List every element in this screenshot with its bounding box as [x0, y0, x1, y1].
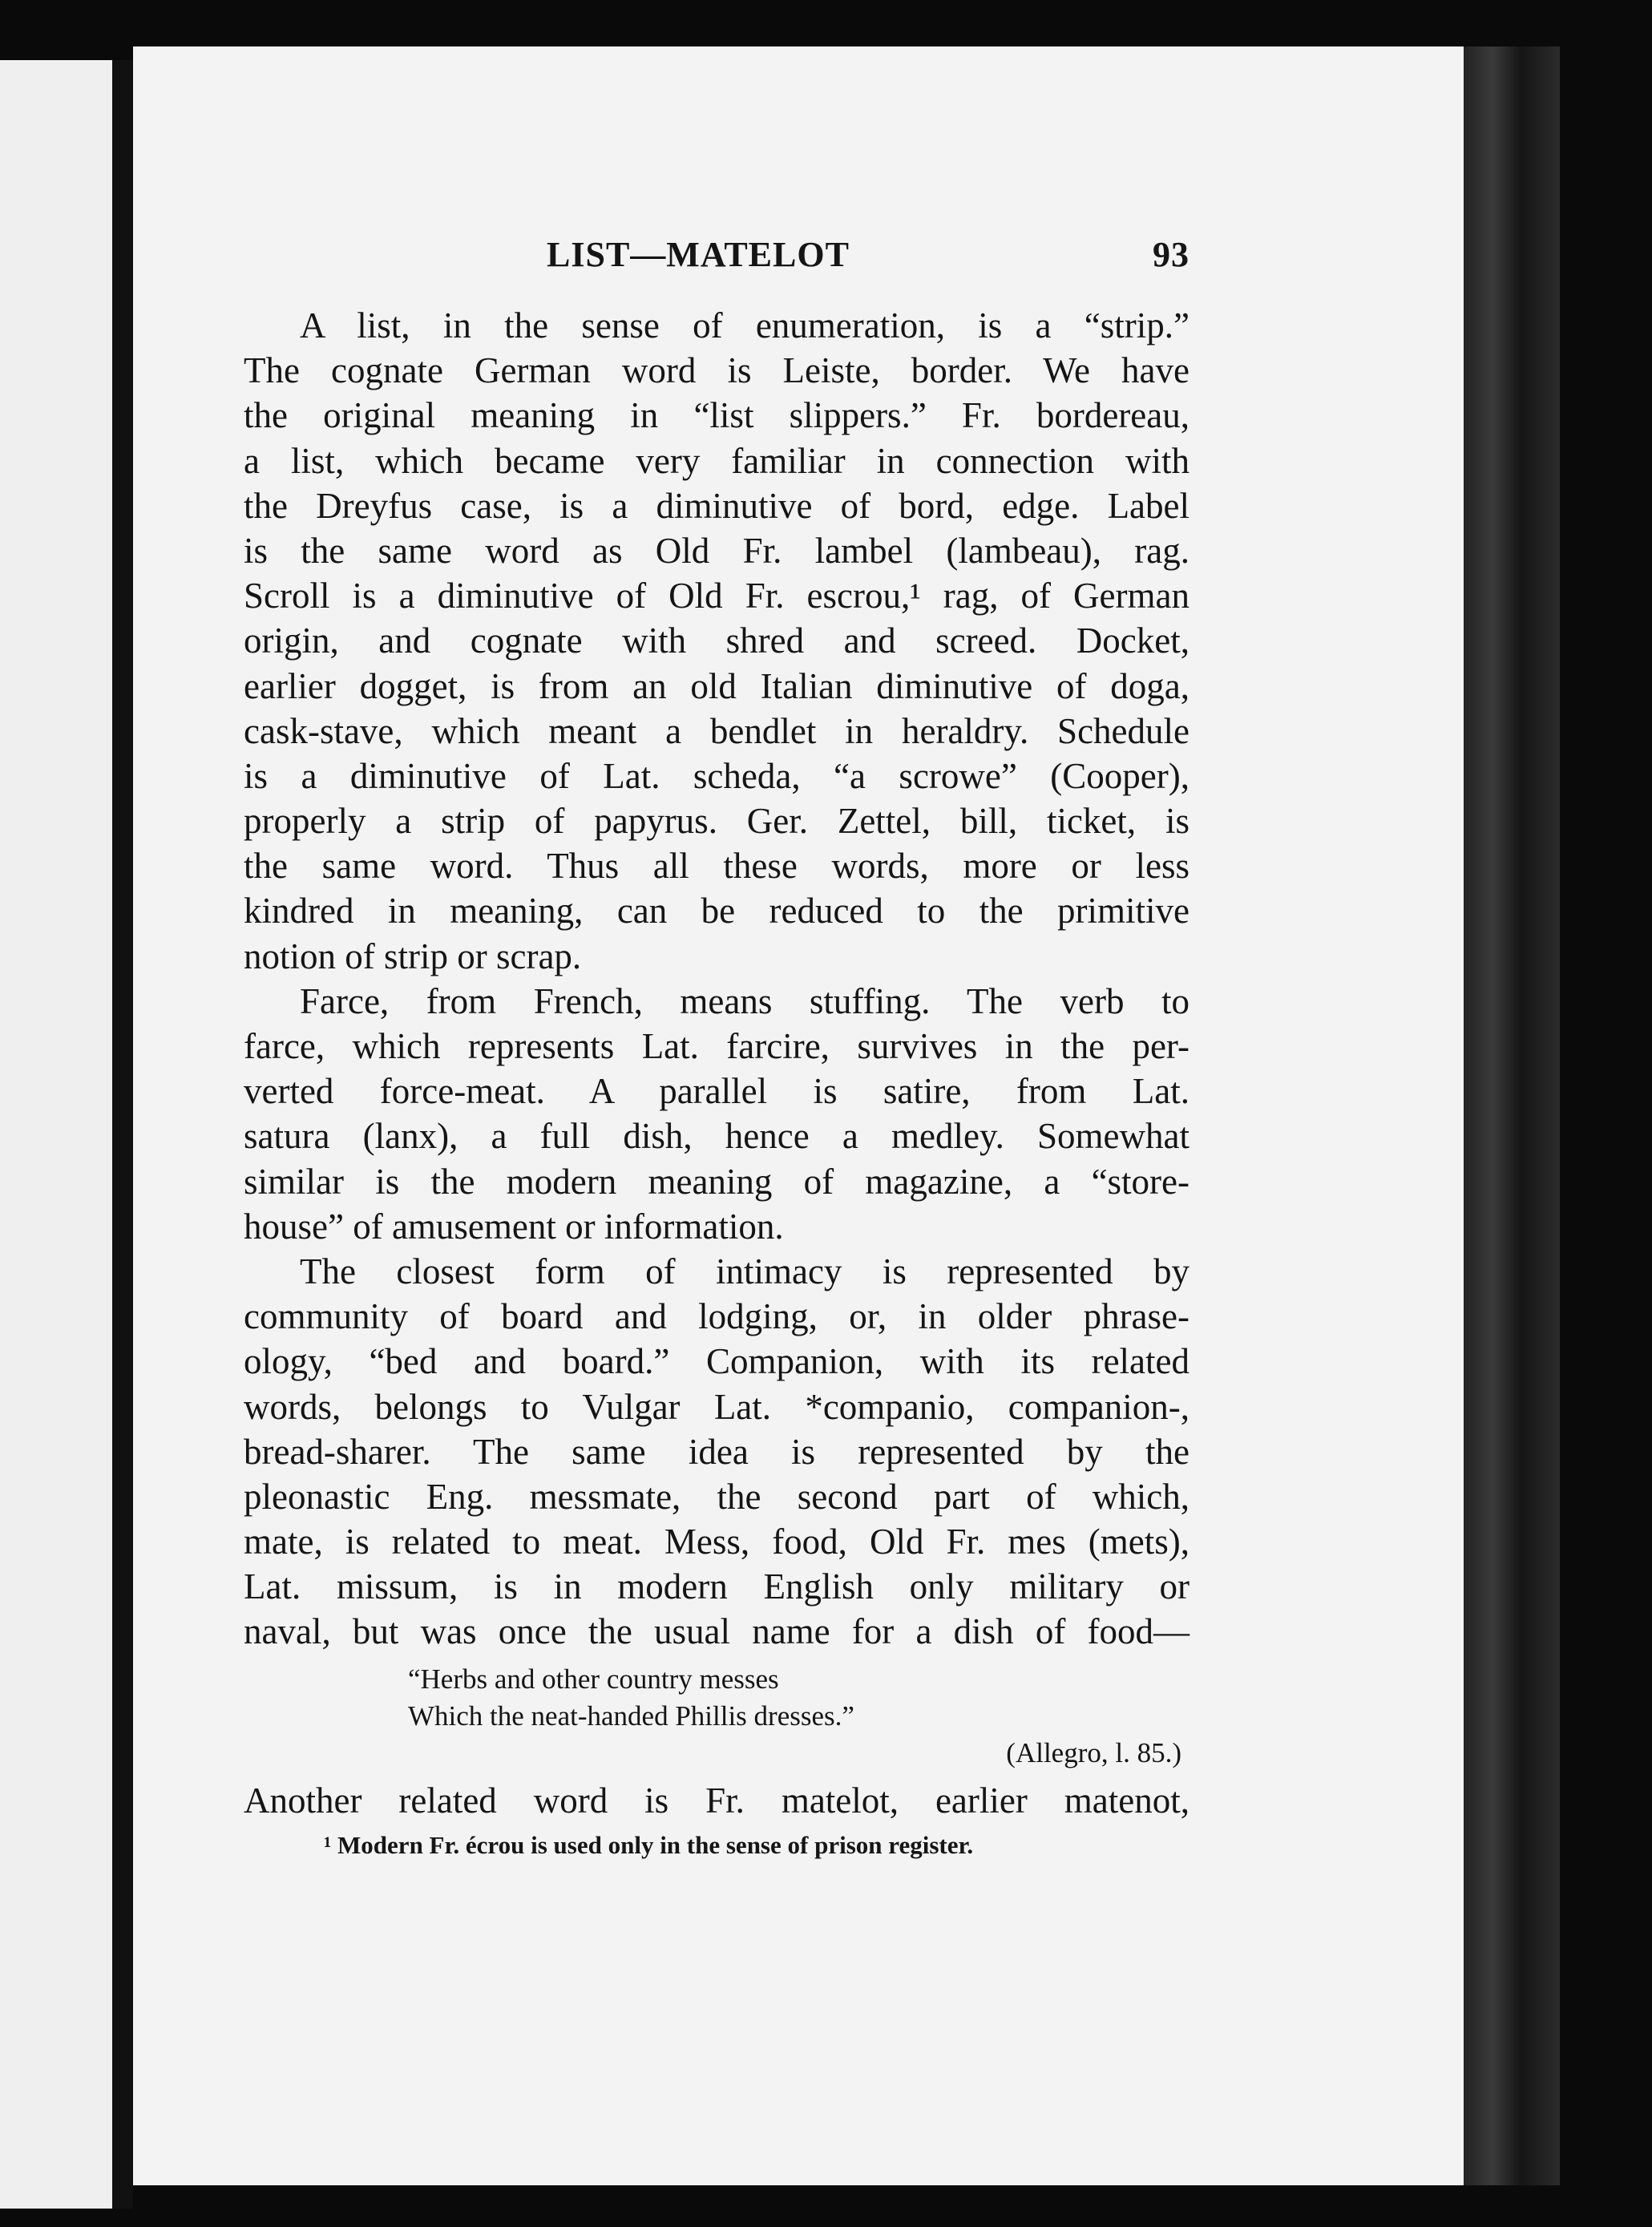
running-head — [244, 234, 1190, 279]
footnote: ¹ Modern Fr. écrou is used only in the sense of prison register. — [324, 1830, 974, 1859]
body-text — [244, 303, 1190, 1655]
text-line: kindred in meaning, can be reduced to the primitive — [244, 891, 1190, 932]
page-number: 93 — [1153, 235, 1190, 274]
left-page-margin — [0, 60, 112, 2209]
continuation-line: Another related word is Fr. matelot, earlier matenot, — [244, 1780, 1190, 1821]
text-line: is a diminutive of Lat. scheda, “a scrowe” (Cooper), — [244, 755, 1190, 796]
running-head-title: LIST—MATELOT — [547, 235, 850, 274]
text-line: verted force-meat. A parallel is satire, from Lat. — [244, 1071, 1190, 1112]
text-line: Lat. missum, is in modern English only military or — [244, 1566, 1190, 1607]
block-quote — [244, 1661, 1190, 1772]
text-line: words, belongs to Vulgar Lat. *companio, companion-, — [244, 1386, 1190, 1427]
quote-line: Which the neat-handed Phillis dresses.” — [408, 1700, 854, 1732]
text-line: the same word. Thus all these words, more or less — [244, 846, 1190, 887]
text-line: notion of strip or scrap. — [244, 936, 582, 976]
text-line: The cognate German word is Leiste, border. We have — [244, 350, 1190, 391]
book-gutter — [112, 60, 133, 2209]
text-line: The closest form of intimacy is represented by — [300, 1251, 1190, 1291]
text-line: mate, is related to meat. Mess, food, Old Fr. mes (mets), — [244, 1522, 1190, 1562]
text-line: earlier dogget, is from an old Italian diminutive of doga, — [244, 665, 1190, 706]
text-line: cask-stave, which meant a bendlet in heraldry. Schedule — [244, 710, 1190, 751]
text-line: bread-sharer. The same idea is represented by the — [244, 1431, 1190, 1472]
page-edges — [1464, 46, 1560, 2185]
page-text — [244, 234, 1190, 1861]
text-line: Scroll is a diminutive of Old Fr. escrou,¹ rag, of German — [244, 576, 1190, 616]
text-line: a list, which became very familiar in connection with — [244, 440, 1190, 481]
text-line: the Dreyfus case, is a diminutive of bord, edge. Label — [244, 485, 1190, 526]
text-line: the original meaning in “list slippers.” Fr. bordereau, — [244, 395, 1190, 436]
quote-line: “Herbs and other country messes — [408, 1663, 779, 1695]
text-line: similar is the modern meaning of magazine, a “store- — [244, 1161, 1190, 1202]
text-line: satura (lanx), a full dish, hence a medley. Somewhat — [244, 1116, 1190, 1157]
text-line: origin, and cognate with shred and screed. Docket, — [244, 620, 1190, 661]
text-line: community of board and lodging, or, in older phrase- — [244, 1296, 1190, 1337]
quote-citation: (Allegro, l. 85.) — [1006, 1736, 1181, 1768]
text-line: house” of amusement or information. — [244, 1206, 784, 1247]
text-line: properly a strip of papyrus. Ger. Zettel, bill, ticket, is — [244, 801, 1190, 842]
text-line: naval, but was once the usual name for a dish of food— — [244, 1611, 1190, 1652]
text-line: A list, in the sense of enumeration, is a “strip.” — [300, 305, 1190, 346]
text-line: ology, “bed and board.” Companion, with its related — [244, 1341, 1190, 1382]
text-line: pleonastic Eng. messmate, the second part of which, — [244, 1476, 1190, 1517]
text-line: Farce, from French, means stuffing. The verb to — [300, 980, 1190, 1021]
text-line: is the same word as Old Fr. lambel (lambeau), rag. — [244, 530, 1190, 571]
text-line: farce, which represents Lat. farcire, survives in the per- — [244, 1026, 1190, 1066]
